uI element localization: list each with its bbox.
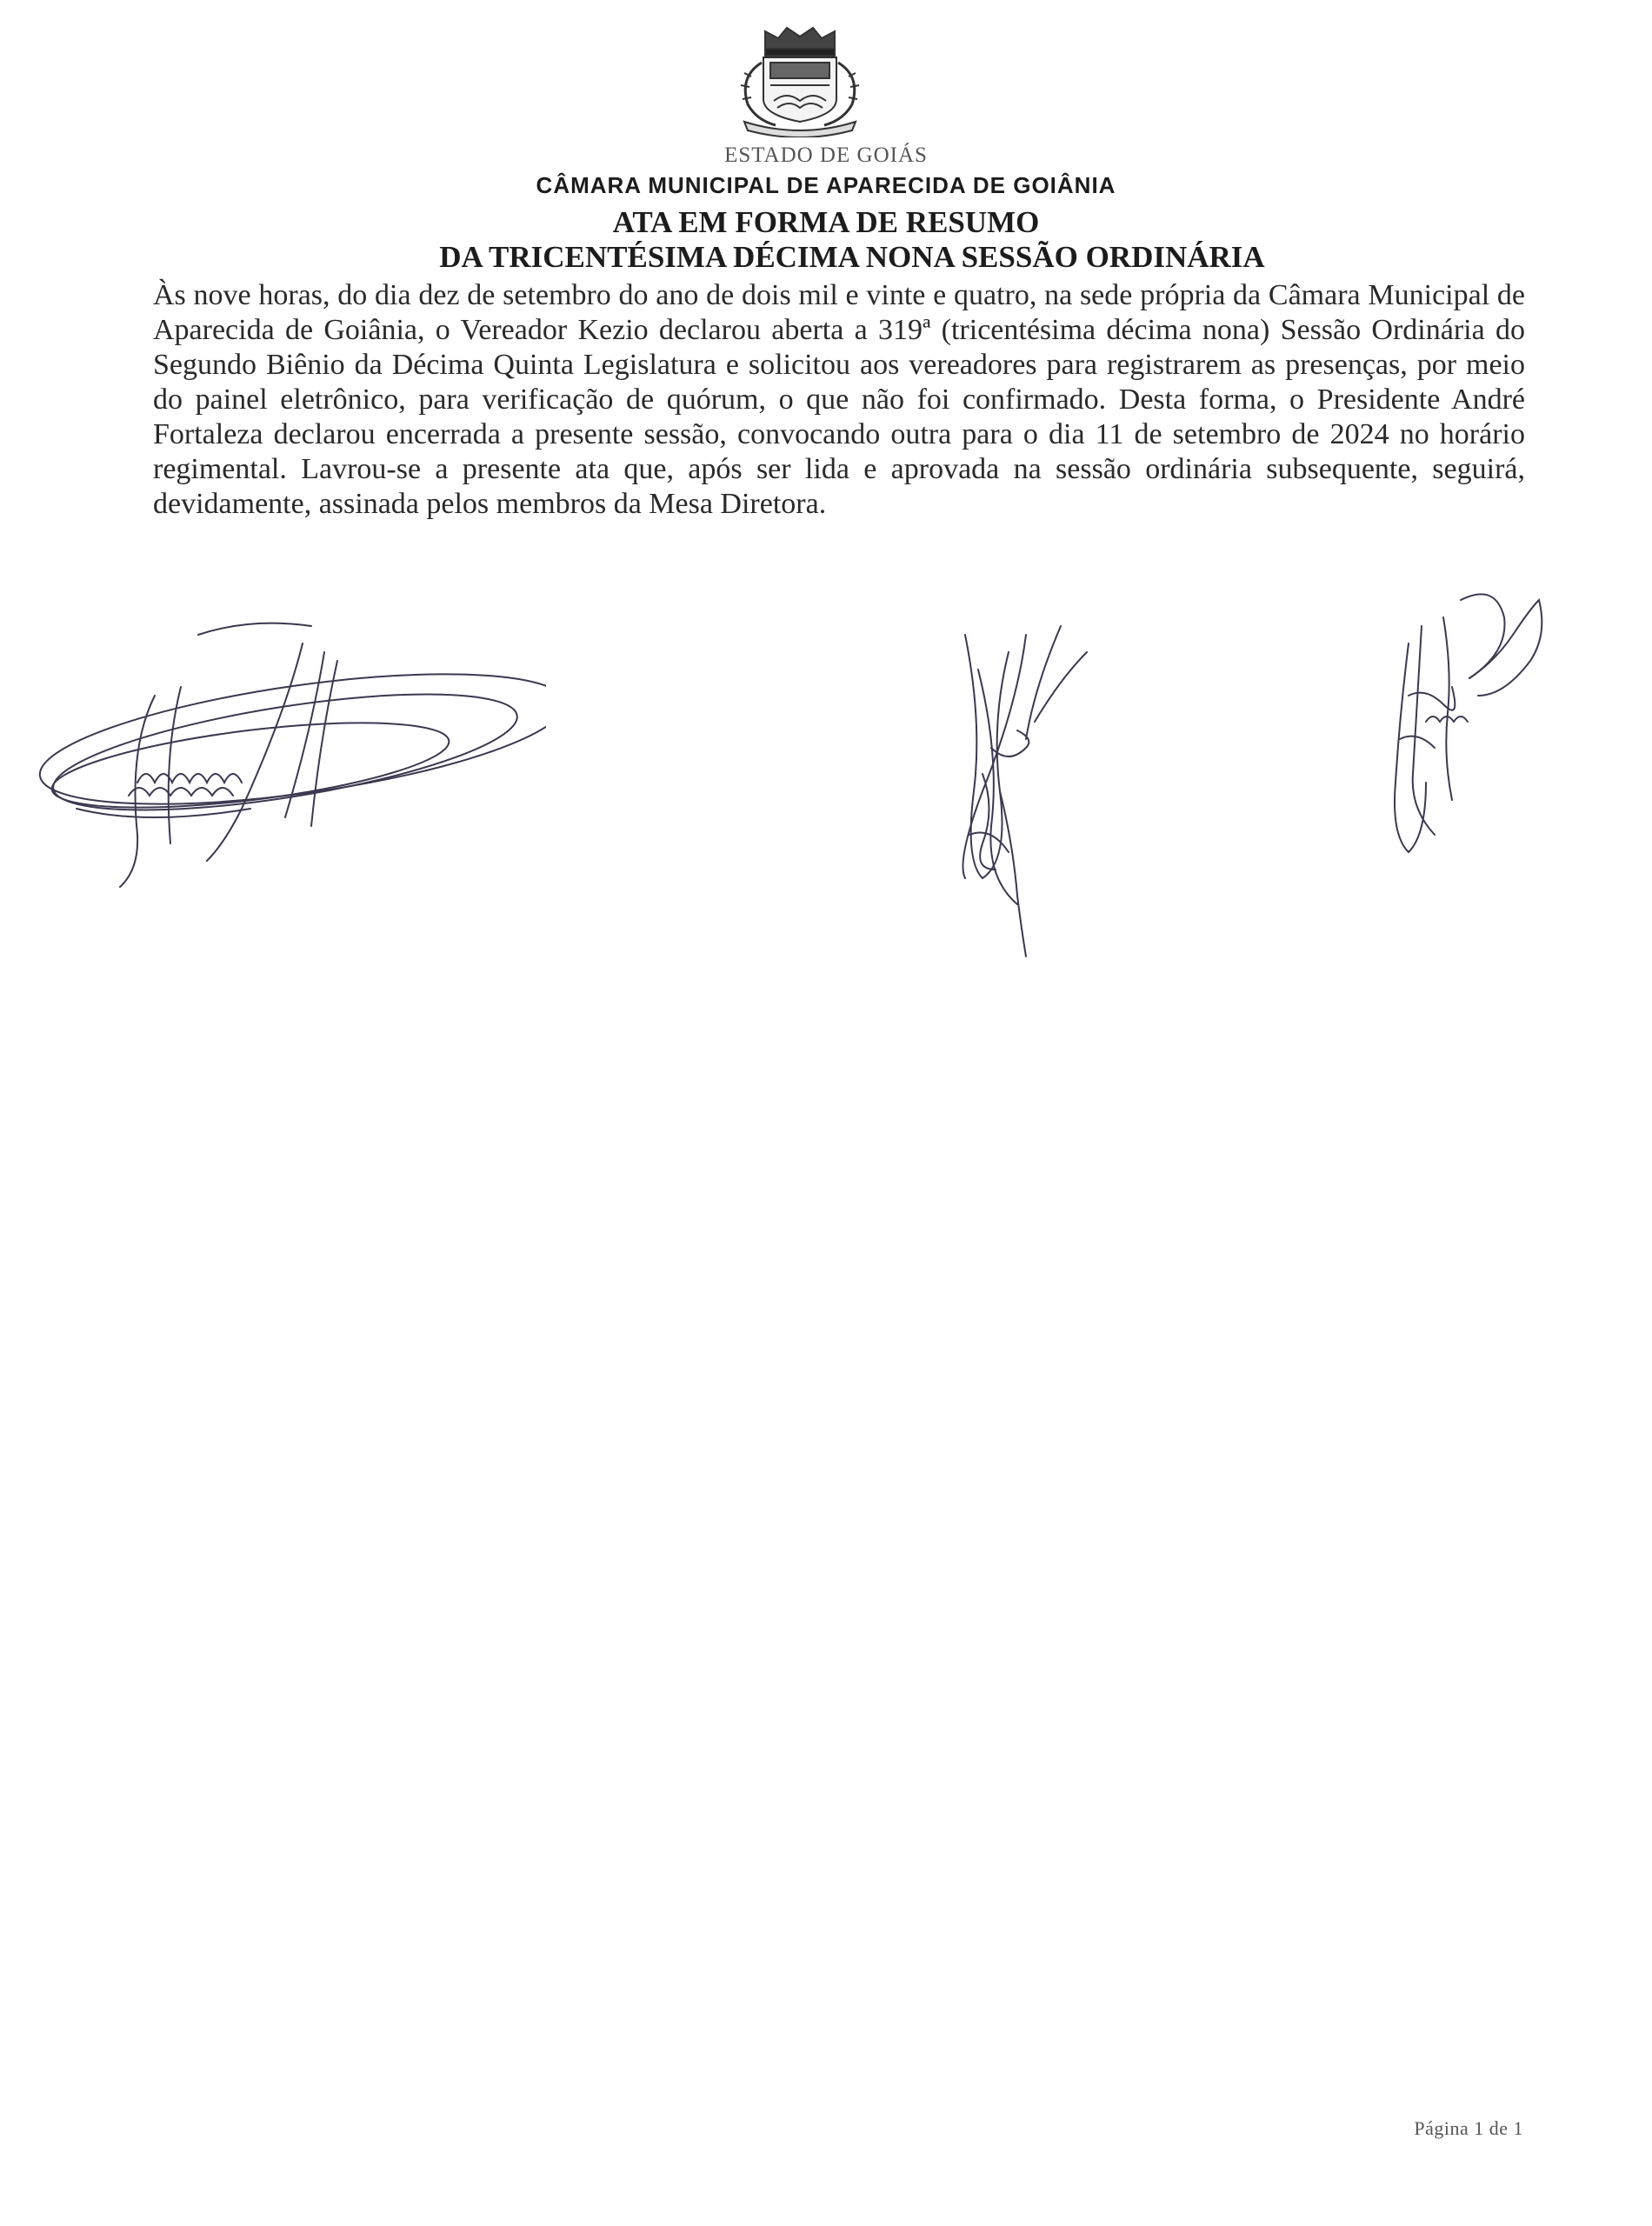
- minutes-paragraph: Às nove horas, do dia dez de setembro do ano de dois mil e vinte e quatro, na sede própria da Câmara Municipal de Aparecida de Goiânia, o Vereador Kezio declarou aberta a 319ª (tricentésima décima nona) Sessão Ordinária do Segundo Biênio da Décima Quinta Legislatura e solicitou aos vereadores para registrarem as presenças, por meio do painel eletrônico, para verificação de quórum, o que não foi confirmado. Desta forma, o Presidente André Fortaleza declarou encerrada a presente sessão, convocando outra para o dia 11 de setembro de 2024 no horário regimental. Lavrou-se a presente ata que, após ser lida e aprovada na sessão ordinária subsequente, seguirá, devidamente, assinada pelos membros da Mesa Diretora.: [153, 279, 1525, 520]
- municipal-coat-of-arms-icon: [713, 24, 887, 137]
- signature-center-icon: [930, 617, 1104, 965]
- chamber-name: CÂMARA MUNICIPAL DE APARECIDA DE GOIÂNIA: [536, 172, 1116, 198]
- document-title-line1: ATA EM FORMA DE RESUMO: [612, 205, 1040, 239]
- signature-left-icon: [24, 609, 546, 896]
- state-name: ESTADO DE GOIÁS: [724, 143, 928, 167]
- page-number: Página 1 de 1: [1414, 2117, 1523, 2139]
- document-title-line2: DA TRICENTÉSIMA DÉCIMA NONA SESSÃO ORDINÁRIA: [439, 240, 1265, 274]
- signature-right-icon: [1374, 583, 1574, 870]
